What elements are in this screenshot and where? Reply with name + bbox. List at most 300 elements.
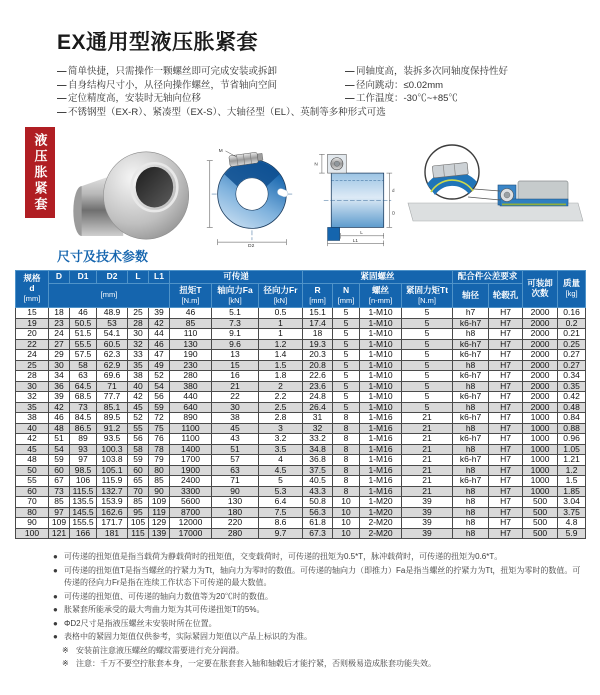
table-cell: 3.2 xyxy=(259,434,303,445)
table-cell: 42 xyxy=(49,402,70,413)
table-cell: 24.8 xyxy=(303,392,333,403)
table-cell: 5 xyxy=(402,339,453,350)
table-cell: H7 xyxy=(489,497,523,508)
table-cell: 18 xyxy=(303,329,333,340)
page-title: EX通用型液压胀紧套 xyxy=(57,31,259,54)
table-cell: 72 xyxy=(149,413,170,424)
table-cell: 3.75 xyxy=(558,507,586,518)
table-cell: 38 xyxy=(212,413,259,424)
feature-item xyxy=(57,66,342,79)
note-item xyxy=(53,631,583,644)
table-cell: 1.8 xyxy=(259,371,303,382)
table-row xyxy=(16,350,586,361)
table-cell: 34 xyxy=(49,371,70,382)
table-cell: 63 xyxy=(70,371,97,382)
col-header-L1: L1 xyxy=(149,271,170,284)
header-unit: [mm] xyxy=(23,293,41,303)
table-cell: 1-M10 xyxy=(360,381,402,392)
table-cell: 19 xyxy=(16,318,49,329)
table-cell: H7 xyxy=(489,528,523,539)
table-cell: 49 xyxy=(149,360,170,371)
table-cell: 2000 xyxy=(523,392,558,403)
table-cell: 93.5 xyxy=(97,434,128,445)
col-header-spec xyxy=(16,271,49,308)
table-cell: 5 xyxy=(402,392,453,403)
dim-label-d2: D2 xyxy=(248,244,255,248)
table-cell: 1 xyxy=(259,318,303,329)
table-cell: 5 xyxy=(333,402,360,413)
table-cell: h8 xyxy=(453,518,489,529)
table-cell: 38 xyxy=(16,413,49,424)
table-cell: 39 xyxy=(149,308,170,319)
table-cell: 10 xyxy=(333,528,360,539)
table-cell: 2000 xyxy=(523,350,558,361)
table-cell: 20.8 xyxy=(303,360,333,371)
table-row xyxy=(16,402,586,413)
table-cell: 60 xyxy=(128,465,149,476)
table-cell: 42 xyxy=(149,318,170,329)
table-cell: 0.34 xyxy=(558,371,586,382)
bullet-marker: ※ xyxy=(62,659,69,668)
table-cell: 1000 xyxy=(523,444,558,455)
table-cell: 0.96 xyxy=(558,434,586,445)
table-cell: 54 xyxy=(149,381,170,392)
table-cell: h8 xyxy=(453,444,489,455)
col-header-R: R [mm] xyxy=(303,284,333,308)
table-cell: 33.2 xyxy=(303,434,333,445)
table-cell: 5 xyxy=(333,318,360,329)
table-row xyxy=(16,381,586,392)
notes-section xyxy=(53,551,583,672)
table-cell: 85.1 xyxy=(97,402,128,413)
note-item xyxy=(53,565,583,590)
bullet-marker: ● xyxy=(53,565,58,575)
table-cell: 70 xyxy=(128,486,149,497)
table-cell: 17000 xyxy=(170,528,212,539)
spec-table xyxy=(15,270,586,539)
table-body xyxy=(16,308,586,539)
feature-item xyxy=(345,93,590,106)
table-cell: 0.16 xyxy=(558,308,586,319)
table-cell: 500 xyxy=(523,518,558,529)
table-cell: 1.5 xyxy=(558,476,586,487)
table-cell: 32 xyxy=(16,392,49,403)
col-header-hub-tolerance: 轮毂孔 xyxy=(489,284,523,308)
table-cell: H7 xyxy=(489,476,523,487)
table-cell: 2-M20 xyxy=(360,518,402,529)
table-cell: 5 xyxy=(402,350,453,361)
table-cell: 5600 xyxy=(170,497,212,508)
table-cell: 5 xyxy=(402,308,453,319)
table-cell: 1100 xyxy=(170,434,212,445)
table-cell: 8 xyxy=(333,455,360,466)
table-cell: 1.4 xyxy=(259,350,303,361)
table-cell: 20 xyxy=(16,329,49,340)
table-cell: 85 xyxy=(149,476,170,487)
table-cell: 153.9 xyxy=(97,497,128,508)
table-cell: 48 xyxy=(16,455,49,466)
table-cell: 62.3 xyxy=(97,350,128,361)
table-cell: 1-M16 xyxy=(360,444,402,455)
section-view-drawing xyxy=(300,145,400,248)
table-cell: 1000 xyxy=(523,413,558,424)
table-cell: k6-h7 xyxy=(453,434,489,445)
table-cell: 21 xyxy=(212,381,259,392)
table-cell: 5 xyxy=(402,371,453,382)
item-text: 同轴度高，装拆多次同轴度保持性好 xyxy=(356,66,509,77)
table-cell: 1-M10 xyxy=(360,371,402,382)
table-cell: 2 xyxy=(259,381,303,392)
table-cell: 21 xyxy=(402,455,453,466)
item-text: 可传递的扭矩值是指当载荷为静载荷时的扭矩值，交变载荷时，可传递的扭矩为0.5*T，脉冲载荷时，可传递的扭矩为0.6*T。 xyxy=(64,552,503,561)
warning-list xyxy=(53,645,583,671)
table-cell: 21 xyxy=(402,486,453,497)
table-cell: 1.85 xyxy=(558,486,586,497)
bullet-marker: — xyxy=(57,93,67,104)
table-cell: H7 xyxy=(489,318,523,329)
table-cell: H7 xyxy=(489,308,523,319)
table-cell: 56.3 xyxy=(303,507,333,518)
table-row xyxy=(16,455,586,466)
table-cell: 1-M16 xyxy=(360,455,402,466)
table-cell: 640 xyxy=(170,402,212,413)
item-text: 表格中的紧固力矩值仅供参考，实际紧固力矩值以产品上标识的为准。 xyxy=(64,632,312,641)
table-cell: 12000 xyxy=(170,518,212,529)
table-cell: 0.25 xyxy=(558,339,586,350)
table-cell: 33 xyxy=(128,350,149,361)
item-text: 可传递的扭矩值T是指当螺丝的拧紧力为Tt，轴向力为零时的数值。可传递的轴向力（即推力）Fa是指当螺丝的拧紧力为Tt，扭矩为零时的数值。可传递的径向力Fr是指在连续工作状态下可传递的最大数值。 xyxy=(64,565,581,587)
table-cell: 10 xyxy=(333,518,360,529)
group-header-screw: 紧固螺丝 xyxy=(303,271,453,284)
table-cell: 30 xyxy=(212,402,259,413)
table-cell: 90 xyxy=(16,518,49,529)
table-cell: 5 xyxy=(402,402,453,413)
table-cell: 46 xyxy=(149,339,170,350)
table-cell: 0.27 xyxy=(558,360,586,371)
table-cell: 2400 xyxy=(170,476,212,487)
table-cell: h8 xyxy=(453,402,489,413)
table-cell: 135.5 xyxy=(70,497,97,508)
bullet-marker: ● xyxy=(53,632,58,641)
table-cell: 0.48 xyxy=(558,402,586,413)
table-cell: 56 xyxy=(149,392,170,403)
item-text: 可传递的扭矩值、可传递的轴向力数值等为20℃时的数值。 xyxy=(64,591,273,601)
table-cell: 1000 xyxy=(523,434,558,445)
table-cell: 0.42 xyxy=(558,392,586,403)
table-cell: 43 xyxy=(212,434,259,445)
table-cell: 1-M16 xyxy=(360,486,402,497)
table-cell: 105 xyxy=(128,518,149,529)
table-cell: 100.3 xyxy=(97,444,128,455)
table-cell: 8 xyxy=(333,444,360,455)
table-row xyxy=(16,528,586,539)
table-cell: 89.5 xyxy=(97,413,128,424)
table-cell: 55 xyxy=(16,476,49,487)
table-cell: 1900 xyxy=(170,465,212,476)
table-row xyxy=(16,339,586,350)
table-cell: k6-h7 xyxy=(453,392,489,403)
table-cell: 115 xyxy=(128,528,149,539)
table-cell: 89 xyxy=(70,434,97,445)
table-cell: 5 xyxy=(333,371,360,382)
table-cell: h8 xyxy=(453,360,489,371)
table-cell: 73 xyxy=(49,486,70,497)
table-cell: 115.9 xyxy=(97,476,128,487)
item-text: 径向跳动：≤0.02mm xyxy=(356,79,444,91)
table-cell: 3.5 xyxy=(259,444,303,455)
table-cell: 71 xyxy=(212,476,259,487)
bullet-marker: ● xyxy=(53,591,58,601)
table-cell: 95 xyxy=(128,507,149,518)
table-cell: 171.7 xyxy=(97,518,128,529)
table-cell: 27 xyxy=(49,339,70,350)
table-cell: 230 xyxy=(170,360,212,371)
dim-label-m: M xyxy=(218,148,223,154)
table-cell: 4.8 xyxy=(558,518,586,529)
table-cell: 5 xyxy=(333,339,360,350)
bullet-marker: ● xyxy=(53,552,58,561)
bullet-marker: — xyxy=(345,93,355,104)
dim-label-n: N xyxy=(314,161,318,167)
table-cell: 0.88 xyxy=(558,423,586,434)
table-cell: 109 xyxy=(49,518,70,529)
table-cell: 130 xyxy=(170,339,212,350)
table-cell: 1.21 xyxy=(558,455,586,466)
table-cell: 21 xyxy=(402,465,453,476)
bullet-marker: — xyxy=(345,79,355,91)
table-cell: 110 xyxy=(170,329,212,340)
table-cell: 5 xyxy=(333,360,360,371)
table-cell: H7 xyxy=(489,413,523,424)
table-cell: 18 xyxy=(49,308,70,319)
table-cell: 60 xyxy=(49,465,70,476)
table-cell: 15 xyxy=(212,360,259,371)
table-cell: 69.6 xyxy=(97,371,128,382)
table-cell: 155.5 xyxy=(70,518,97,529)
table-row xyxy=(16,486,586,497)
table-cell: 23 xyxy=(49,318,70,329)
table-cell: k6-h7 xyxy=(453,413,489,424)
table-cell: 21 xyxy=(402,423,453,434)
feature-item xyxy=(345,66,590,79)
table-cell: 8 xyxy=(333,413,360,424)
table-cell: 84.5 xyxy=(70,413,97,424)
table-cell: 51 xyxy=(212,444,259,455)
table-cell: 2-M20 xyxy=(360,528,402,539)
table-cell: h7 xyxy=(453,308,489,319)
table-cell: 1-M10 xyxy=(360,329,402,340)
table-cell: 3.04 xyxy=(558,497,586,508)
col-header-D1: D1 xyxy=(70,271,97,284)
table-cell: 44 xyxy=(149,329,170,340)
col-header-shaft-tolerance: 轴径 xyxy=(453,284,489,308)
table-cell: 75 xyxy=(149,423,170,434)
table-cell: 15.1 xyxy=(303,308,333,319)
table-cell: H7 xyxy=(489,486,523,497)
table-cell: 39 xyxy=(402,497,453,508)
table-cell: 500 xyxy=(523,497,558,508)
table-cell: 5 xyxy=(333,381,360,392)
table-cell: 25 xyxy=(16,360,49,371)
table-cell: 5.1 xyxy=(212,308,259,319)
table-cell: 39 xyxy=(49,392,70,403)
table-cell: 58 xyxy=(128,444,149,455)
table-cell: 22.6 xyxy=(303,371,333,382)
bullet-marker: ● xyxy=(53,618,58,628)
table-row xyxy=(16,507,586,518)
table-cell: 39 xyxy=(402,528,453,539)
table-cell: 1-M16 xyxy=(360,423,402,434)
table-cell: 32 xyxy=(303,423,333,434)
table-cell: 2000 xyxy=(523,402,558,413)
table-cell: 13 xyxy=(212,350,259,361)
table-cell: 2000 xyxy=(523,381,558,392)
table-cell: 22 xyxy=(16,339,49,350)
table-cell: 90 xyxy=(212,486,259,497)
table-cell: 2.8 xyxy=(259,413,303,424)
table-cell: H7 xyxy=(489,507,523,518)
section-title: 尺寸及技术参数 xyxy=(57,249,149,264)
table-cell: 0.2 xyxy=(558,318,586,329)
col-header-tightening-torque: 紧固力矩Tt [N.m] xyxy=(402,284,453,308)
table-cell: H7 xyxy=(489,402,523,413)
table-cell: 121 xyxy=(49,528,70,539)
table-cell: 46 xyxy=(70,308,97,319)
table-cell: 20.3 xyxy=(303,350,333,361)
table-cell: H7 xyxy=(489,434,523,445)
table-cell: H7 xyxy=(489,350,523,361)
table-cell: 30 xyxy=(16,381,49,392)
table-cell: 50.5 xyxy=(70,318,97,329)
table-cell: 280 xyxy=(170,371,212,382)
table-cell: 47 xyxy=(149,350,170,361)
table-cell: 9.6 xyxy=(212,339,259,350)
table-cell: 50 xyxy=(16,465,49,476)
table-cell: k6-h7 xyxy=(453,476,489,487)
table-cell: 16 xyxy=(212,371,259,382)
warning-item xyxy=(62,658,583,671)
group-header-transmit: 可传递 xyxy=(170,271,303,284)
bullet-marker: ● xyxy=(53,605,58,614)
table-cell: 3 xyxy=(259,423,303,434)
table-cell: 0.27 xyxy=(558,350,586,361)
table-cell: 1.2 xyxy=(259,339,303,350)
table-cell: 1100 xyxy=(170,423,212,434)
table-cell: 1-M10 xyxy=(360,339,402,350)
table-cell: 85 xyxy=(128,497,149,508)
item-text: 安装前注意液压螺丝的螺纹需要进行充分润滑。 xyxy=(76,645,244,655)
table-cell: 97 xyxy=(49,507,70,518)
table-cell: 73 xyxy=(70,402,97,413)
table-row xyxy=(16,497,586,508)
col-header-screw-size: 螺丝 [n-mm] xyxy=(360,284,402,308)
item-text: 自身结构尺寸小，从径向操作螺丝，节省轴向空间 xyxy=(68,79,278,91)
table-cell: h8 xyxy=(453,465,489,476)
table-cell: 1-M16 xyxy=(360,476,402,487)
table-cell: 19.3 xyxy=(303,339,333,350)
table-cell: k6-h7 xyxy=(453,371,489,382)
table-row xyxy=(16,308,586,319)
table-cell: 1400 xyxy=(170,444,212,455)
table-cell: k6-h7 xyxy=(453,339,489,350)
table-cell: 40 xyxy=(128,381,149,392)
table-cell: 38 xyxy=(128,371,149,382)
table-cell: H7 xyxy=(489,518,523,529)
table-cell: 8 xyxy=(333,486,360,497)
table-cell: 7.3 xyxy=(212,318,259,329)
table-cell: k6-h7 xyxy=(453,455,489,466)
table-cell: 34.8 xyxy=(303,444,333,455)
table-cell: 9.1 xyxy=(212,329,259,340)
table-cell: 5 xyxy=(402,329,453,340)
table-cell: 115.5 xyxy=(70,486,97,497)
table-cell: 58 xyxy=(70,360,97,371)
table-cell: 24 xyxy=(16,350,49,361)
item-text: 定位精度高，安装时无轴向位移 xyxy=(68,93,202,104)
table-cell: 105.1 xyxy=(97,465,128,476)
table-cell: 2000 xyxy=(523,360,558,371)
table-cell: 31 xyxy=(303,413,333,424)
table-row xyxy=(16,371,586,382)
table-cell: 57.5 xyxy=(70,350,97,361)
table-cell: 166 xyxy=(70,528,97,539)
note-item xyxy=(53,604,583,617)
table-cell: 119 xyxy=(149,507,170,518)
feature-item xyxy=(57,106,386,120)
table-cell: 3300 xyxy=(170,486,212,497)
table-cell: 30 xyxy=(49,360,70,371)
table-cell: 2000 xyxy=(523,371,558,382)
table-cell: 59 xyxy=(149,402,170,413)
table-cell: 80 xyxy=(149,465,170,476)
warning-item xyxy=(62,645,583,658)
table-cell: 29 xyxy=(49,350,70,361)
note-item xyxy=(53,551,583,564)
col-header-L: L xyxy=(128,271,149,284)
dim-label-d-big: D xyxy=(392,210,396,216)
bullet-marker: — xyxy=(57,106,67,118)
table-cell: 25 xyxy=(128,308,149,319)
table-cell: 68.5 xyxy=(70,392,97,403)
feature-item xyxy=(57,93,342,106)
table-cell: 2000 xyxy=(523,339,558,350)
table-cell: 4.5 xyxy=(259,465,303,476)
dim-label-d-small: d xyxy=(392,187,395,193)
table-cell: 21 xyxy=(402,434,453,445)
table-cell: 0.35 xyxy=(558,381,586,392)
table-cell: 0.5 xyxy=(259,308,303,319)
table-cell: H7 xyxy=(489,371,523,382)
table-cell: 30 xyxy=(128,329,149,340)
table-cell: 85 xyxy=(170,318,212,329)
item-text: 胀紧套所能承受的最大弯曲力矩为其可传递扭矩T的5%。 xyxy=(64,605,265,614)
table-cell: 440 xyxy=(170,392,212,403)
table-cell: 103.8 xyxy=(97,455,128,466)
table-cell: 1.2 xyxy=(558,465,586,476)
col-header-radial-force: 径向力Fr [kN] xyxy=(259,284,303,308)
table-cell: H7 xyxy=(489,329,523,340)
table-cell: 1-M10 xyxy=(360,308,402,319)
table-row xyxy=(16,434,586,445)
table-cell: 86.5 xyxy=(70,423,97,434)
table-cell: 21 xyxy=(402,476,453,487)
table-cell: 35 xyxy=(16,402,49,413)
table-cell: h8 xyxy=(453,381,489,392)
table-cell: 57 xyxy=(212,455,259,466)
table-cell: 180 xyxy=(212,507,259,518)
table-cell: 5 xyxy=(402,360,453,371)
table-cell: 28 xyxy=(16,371,49,382)
